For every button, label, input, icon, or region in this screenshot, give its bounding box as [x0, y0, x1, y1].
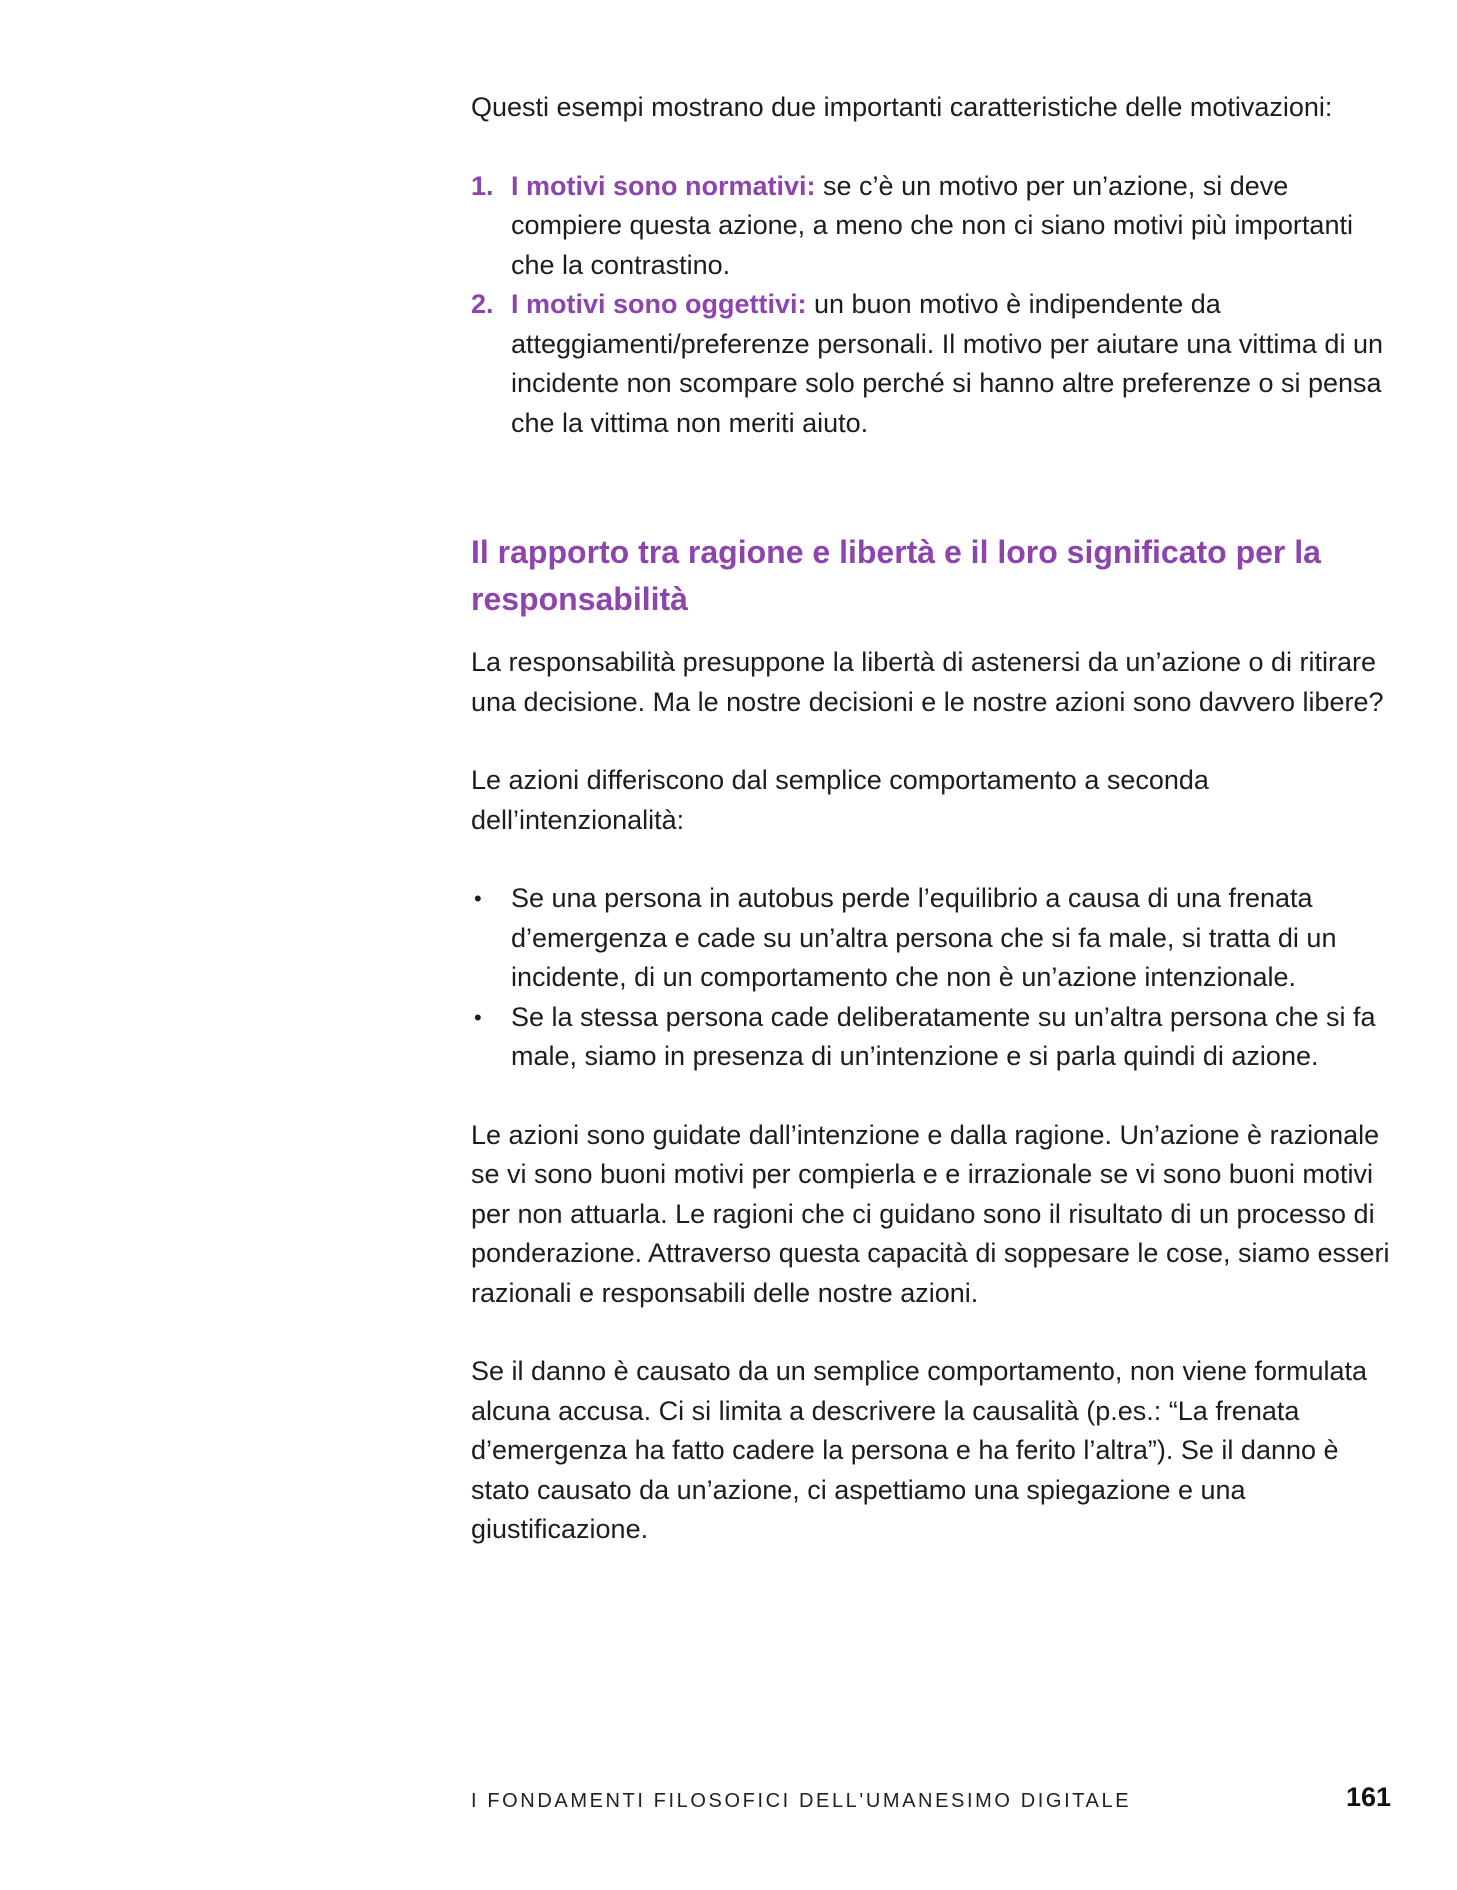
list-number: 2. — [471, 289, 494, 319]
list-item-text: Se la stessa persona cade deliberatamente su un’altra persona che si fa male, siamo in presenza di un’intenzione e si parla quindi di azione. — [511, 1001, 1376, 1071]
bullet-icon: • — [474, 1004, 482, 1030]
paragraph-damage: Se il danno è causato da un semplice comportamento, non viene formulata alcuna accusa. Ci si limita a descrivere la causalità (p.es.: “La frenata d’emergenza ha fatto cadere la persona e ha ferito l’altra”). Se il danno è stato causato da un’azione, ci aspettiamo una spiegazione e una giustificazione. — [471, 1356, 1368, 1544]
motives-list — [471, 167, 1391, 444]
list-item — [471, 879, 1391, 998]
intro-paragraph: Questi esempi mostrano due importanti caratteristiche delle motivazioni: — [471, 92, 1333, 122]
paragraph-intentionality: Le azioni differiscono dal semplice comportamento a seconda dell’intenzionalità: — [471, 765, 1209, 835]
list-item-text: se c’è un motivo per un’azione, si deve compiere questa azione, a meno che non ci siano motivi più importanti che la contrastino. — [511, 170, 1353, 280]
paragraph-freedom: La responsabilità presuppone la libertà di astenersi da un’azione o di ritirare una decisione. Ma le nostre decisioni e le nostre azioni sono davvero libere? — [471, 647, 1384, 717]
list-item-lead: I motivi sono normativi: — [511, 170, 816, 201]
list-item-text: un buon motivo è indipendente da atteggiamenti/preferenze personali. Il motivo per aiutare una vittima di un incidente non scompare solo perché si hanno altre preferenze o si pensa che la vittima non meriti aiuto. — [511, 289, 1383, 438]
list-number: 1. — [471, 170, 494, 201]
section-heading: Il rapporto tra ragione e libertà e il loro significato per la responsabilità — [471, 534, 1321, 617]
list-item — [471, 285, 1391, 443]
page-content — [471, 88, 1391, 1589]
page-number: 161 — [1345, 1782, 1391, 1812]
examples-list — [471, 879, 1391, 1077]
list-item — [471, 167, 1391, 286]
list-item — [471, 998, 1391, 1077]
list-item-lead: I motivi sono oggettivi: — [511, 289, 807, 319]
page-footer — [471, 1780, 1391, 1820]
bullet-icon: • — [474, 886, 482, 911]
running-title: I FONDAMENTI FILOSOFICI DELL'UMANESIMO DIGITALE — [471, 1790, 1132, 1812]
list-item-text: Se una persona in autobus perde l’equilibrio a causa di una frenata d’emergenza e cade su un’altra persona che si fa male, si tratta di un incidente, di un comportamento che non è un’azione intenzionale. — [511, 883, 1337, 992]
paragraph-reason: Le azioni sono guidate dall’intenzione e dalla ragione. Un’azione è razionale se vi sono buoni motivi per compierla e e irrazionale se vi sono buoni motivi per non attuarla. Le ragioni che ci guidano sono il risultato di un processo di ponderazione. Attraverso questa capacità di soppesare le cose, siamo esseri razionali e responsabili delle nostre azioni. — [471, 1119, 1390, 1308]
